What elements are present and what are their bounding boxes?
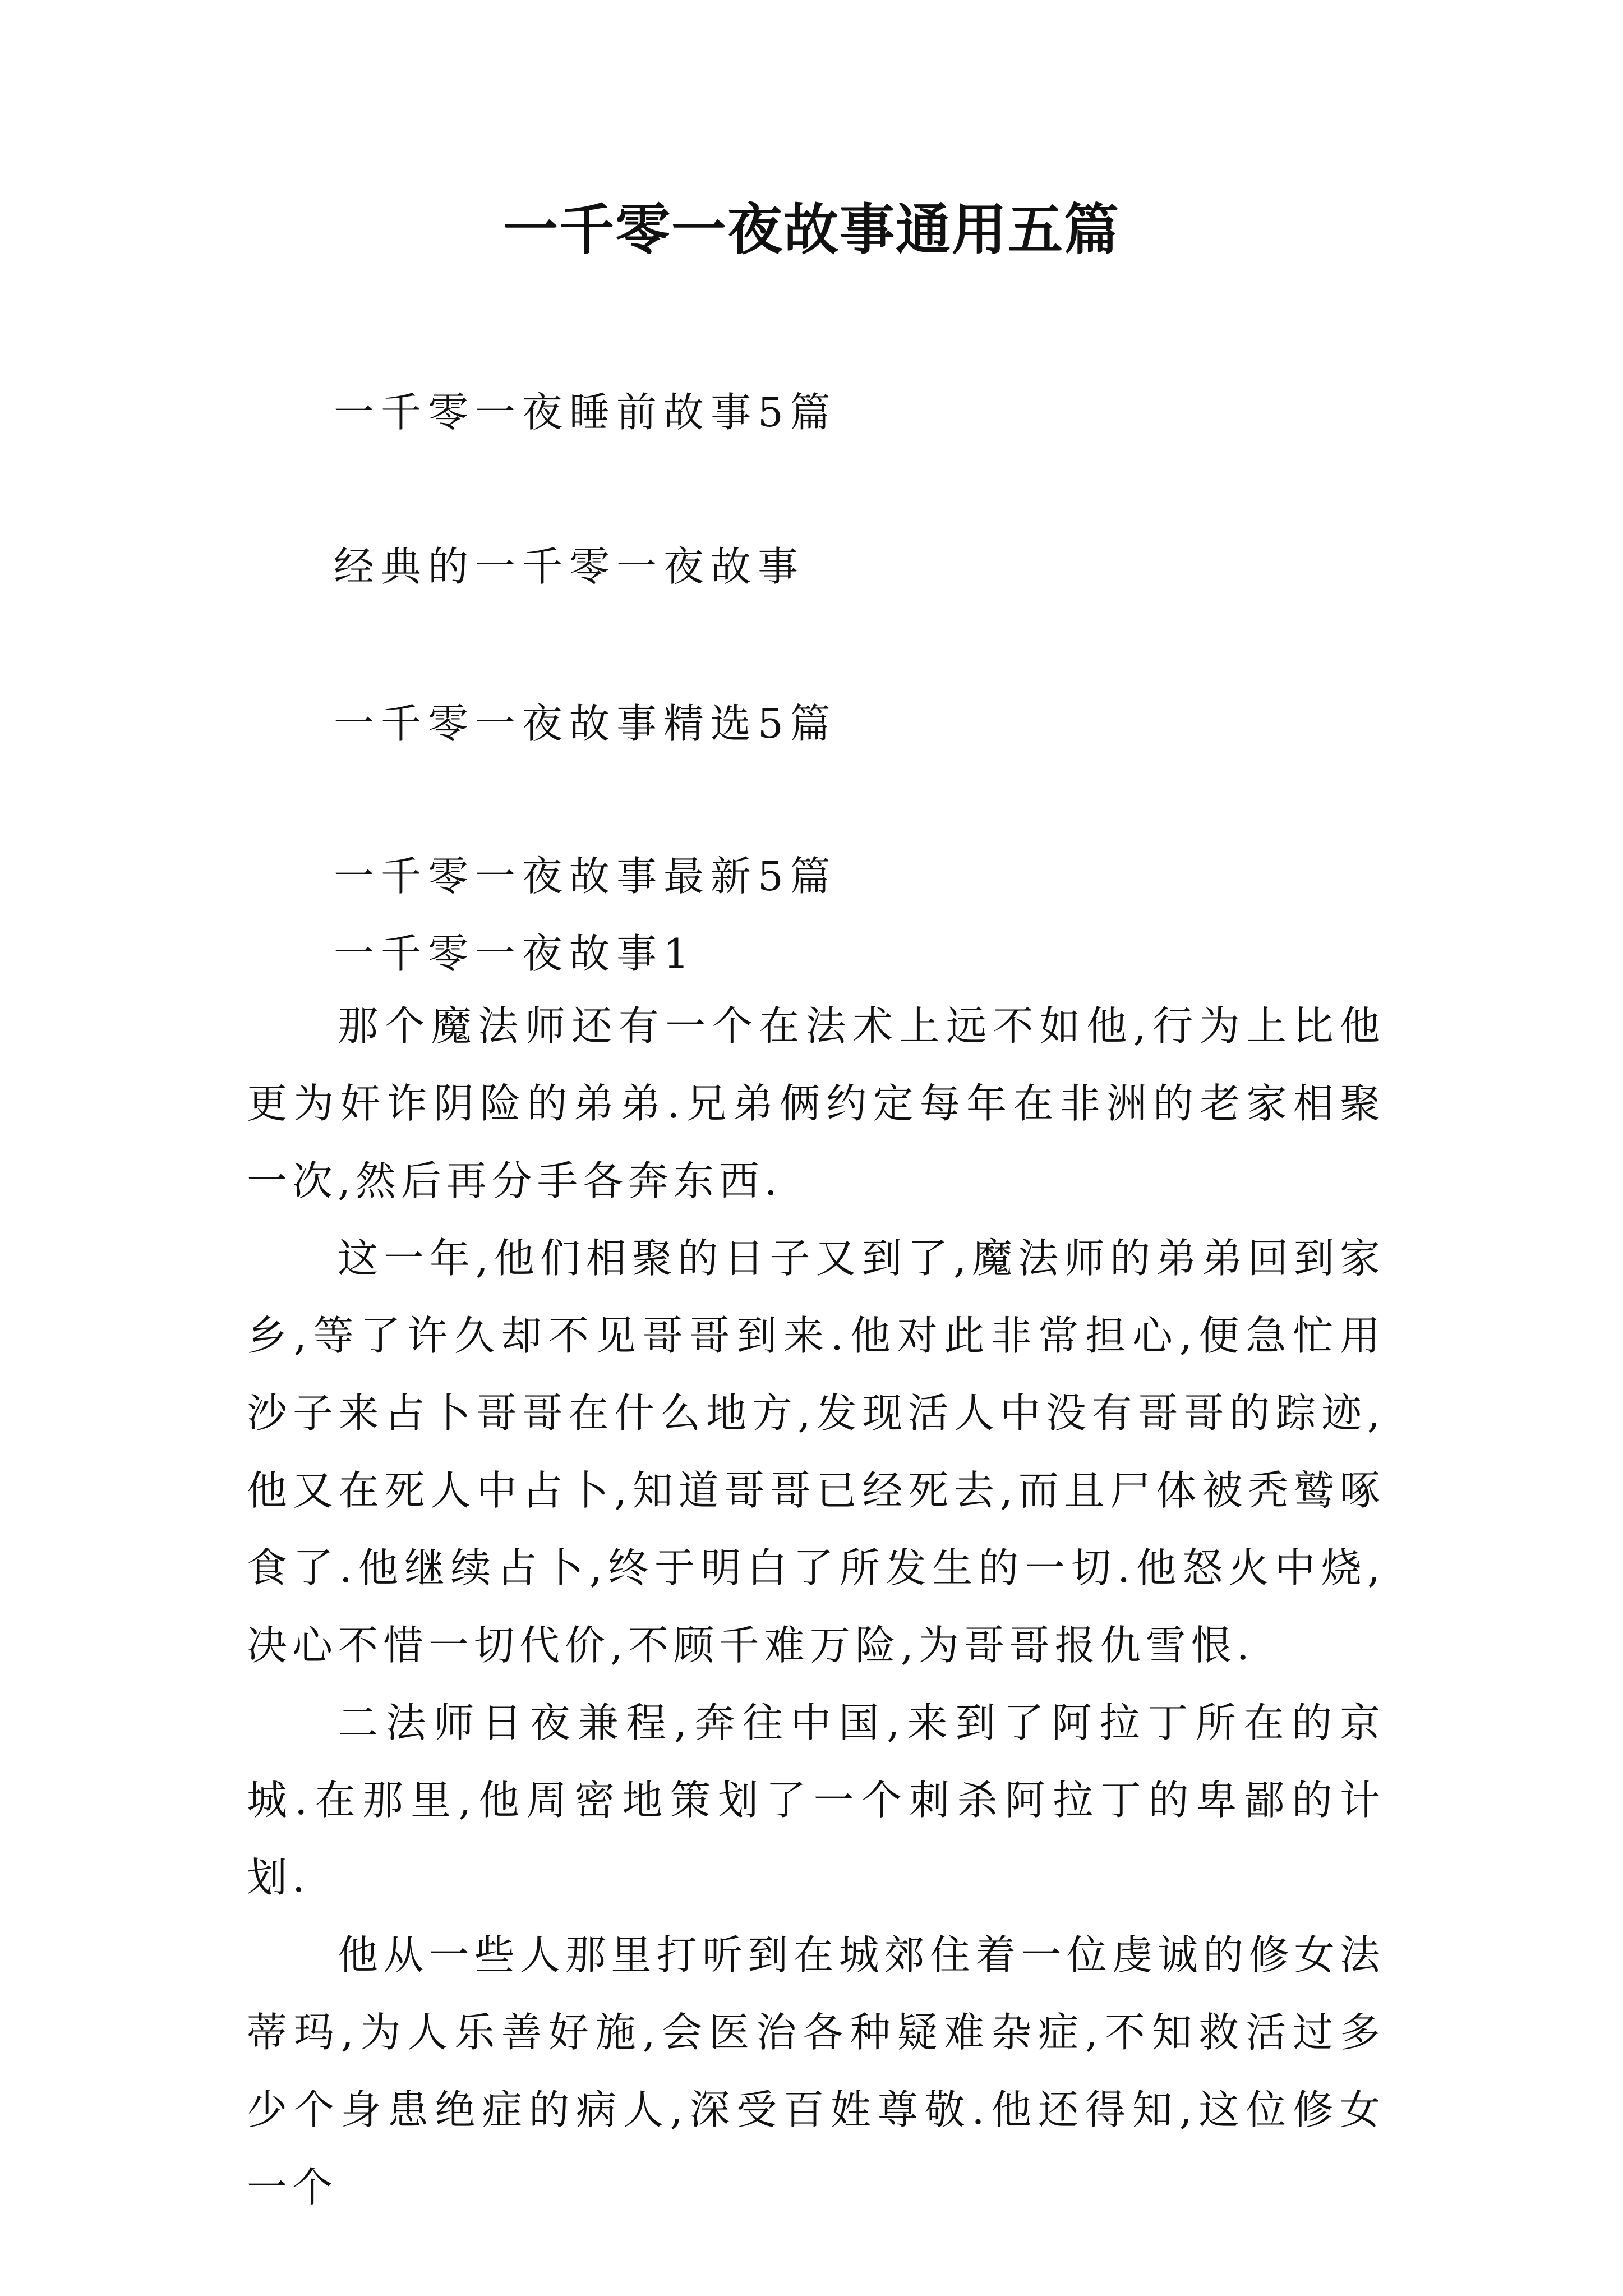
- story-paragraph: 这一年,他们相聚的日子又到了,魔法师的弟弟回到家乡,等了许久却不见哥哥到来.他对此非常担心,便急忙用沙子来占卜哥哥在什么地方,发现活人中没有哥哥的踪迹,他又在死人中占卜,知道哥哥已经死去,而且尸体被秃鹫啄食了.他继续占卜,终于明白了所发生的一切.他怒火中烧,决心不惜一切代价,不顾千难万险,为哥哥报仇雪恨.: [247, 1235, 1385, 1669]
- document-title: 一千零一夜故事通用五篇: [502, 197, 1120, 262]
- toc-item: 经典的一千零一夜故事: [334, 543, 805, 590]
- story-body: [247, 987, 1385, 2226]
- story-paragraph: 二法师日夜兼程,奔往中国,来到了阿拉丁所在的京城.在那里,他周密地策划了一个刺杀阿拉丁的卑鄙的计划.: [247, 1699, 1385, 1901]
- toc-item: 一千零一夜故事最新5篇: [334, 853, 837, 900]
- toc-item: 一千零一夜故事精选5篇: [334, 700, 837, 747]
- toc-item: 一千零一夜睡前故事5篇: [334, 389, 837, 436]
- story-paragraph: 那个魔法师还有一个在法术上远不如他,行为上比他更为奸诈阴险的弟弟.兄弟俩约定每年在非洲的老家相聚一次,然后再分手各奔东西.: [247, 1002, 1385, 1204]
- story-paragraph: 他从一些人那里打听到在城郊住着一位虔诚的修女法蒂玛,为人乐善好施,会医治各种疑难杂症,不知救活过多少个身患绝症的病人,深受百姓尊敬.他还得知,这位修女一个: [247, 1931, 1385, 2211]
- section-heading: 一千零一夜故事1: [334, 930, 696, 977]
